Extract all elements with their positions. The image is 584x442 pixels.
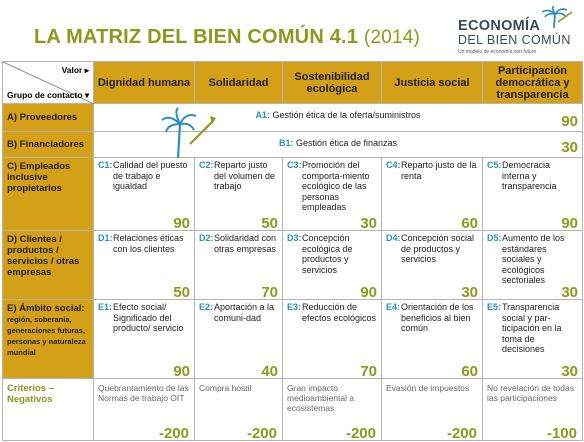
- points: 30: [561, 139, 578, 156]
- title-main: LA MATRIZ DEL BIEN COMÚN 4.1: [34, 26, 359, 48]
- criterion-cell: D1: Relaciones éticas con los clientes 50: [94, 231, 195, 300]
- logo-line1: ECONOMÍA: [458, 18, 541, 34]
- matrix-table: [2, 61, 583, 441]
- criterion-cell: D2: Solidaridad con otras empresas 70: [195, 231, 283, 300]
- page-title: [34, 26, 420, 49]
- points: 60: [461, 214, 478, 232]
- criterion-cell: C1: Calidad del puesto de trabajo e igualdad 90: [94, 158, 195, 231]
- points: 90: [561, 214, 578, 232]
- negative-cell: No revelación de todas las participaciones -100: [483, 379, 583, 441]
- criterion-cell: E5: Transparencia social y par-ticipación en la toma de decisiones 30: [483, 300, 583, 379]
- criterion-cell: D4: Concepción social de productos y servicios 30: [382, 231, 483, 300]
- row-header-sub: región, soberanía, generaciones futuras, personas y naturaleza mundial: [7, 315, 86, 357]
- title-year: (2014): [363, 27, 421, 48]
- value-header: Sostenibilidad ecológica: [283, 62, 382, 104]
- points: 50: [261, 214, 278, 232]
- criterion-cell: E3: Reducción de efectos ecológicos 70: [283, 300, 382, 379]
- points: -100: [546, 425, 577, 442]
- points: 70: [360, 362, 377, 380]
- corner-valor-label: Valor ▸: [61, 65, 89, 75]
- negative-cell: Compra hostil -200: [195, 379, 283, 441]
- points: -200: [345, 425, 376, 442]
- criterion-cell: D5: Aumento de los estándares sociales y ecológicos sectoriales 30: [483, 231, 583, 300]
- points: 90: [173, 362, 190, 380]
- points: 50: [173, 283, 190, 301]
- points: 30: [461, 283, 478, 301]
- criterion-cell: E4: Orientación de los beneficios al bien común 60: [382, 300, 483, 379]
- row-header: E) Ámbito social: región, soberanía, generaciones futuras, personas y naturaleza mundial: [3, 300, 94, 379]
- logo: [456, 6, 578, 56]
- row-negative: [3, 379, 583, 441]
- criterion-cell: E1: Efecto social/ Significado del producto/ servicio 90: [94, 300, 195, 379]
- criterion-cell: C3: Promoción del comporta-miento ecológico de las personas empleadas 30: [283, 158, 382, 231]
- row-header: D) Clientes / productos / servicios / otras empresas: [3, 231, 94, 300]
- points: 30: [561, 283, 578, 301]
- criterion-cell: E2: Aportación a la comuni-dad 40: [195, 300, 283, 379]
- negative-cell: Evasión de impuestos -200: [382, 379, 483, 441]
- criterion-cell: C2: Reparto justo del volumen de trabajo 50: [195, 158, 283, 231]
- corner-grupo-label: Grupo de contacto ▾: [7, 90, 90, 100]
- negative-cell: Quebrantamiento de las Normas de trabajo OIT -200: [94, 379, 195, 441]
- criterion-cell: C5: Democracia interna y transparencia 90: [483, 158, 583, 231]
- points: 90: [561, 113, 578, 130]
- row-a-criterion: A1: Gestión ética de la oferta/suministros: [255, 110, 421, 120]
- criterion-cell: D3: Concepción ecológica de productos y servicios 90: [283, 231, 382, 300]
- negative-cell: Gran impacto medioambiental a ecosistemas -200: [283, 379, 382, 441]
- value-header: Justicia social: [382, 62, 483, 104]
- corner-cell: [3, 62, 94, 104]
- logo-tagline: Un modelo de economía con futuro: [458, 49, 537, 55]
- row-header: C) Empleados inclusive propietarios: [3, 158, 94, 231]
- points: 90: [173, 214, 190, 232]
- value-header: Solidaridad: [195, 62, 283, 104]
- points: 60: [461, 362, 478, 380]
- points: -200: [246, 425, 277, 442]
- value-header: Dignidad humana: [94, 62, 195, 104]
- value-header: Participación democrática y transparencia: [483, 62, 583, 104]
- logo-line2: DEL BIEN COMÚN: [458, 33, 571, 47]
- row-header: Criterios – Negativos: [3, 379, 94, 441]
- row-b-criterion: B1: Gestión ética de finanzas: [278, 138, 398, 148]
- points: 70: [261, 283, 278, 301]
- row-b: [3, 132, 583, 158]
- points: -200: [158, 425, 189, 442]
- criterion-cell: C4: Reparto justo de la renta 60: [382, 158, 483, 231]
- points: 30: [360, 214, 377, 232]
- points: -200: [446, 425, 477, 442]
- row-d: [3, 231, 583, 300]
- row-a: [3, 104, 583, 132]
- points: 40: [261, 362, 278, 380]
- row-header: A) Proveedores: [3, 104, 94, 132]
- points: 90: [360, 283, 377, 301]
- row-c: [3, 158, 583, 231]
- palm-icon: [160, 106, 220, 158]
- row-e: [3, 300, 583, 379]
- row-header: B) Financiadores: [3, 132, 94, 158]
- header-row: [3, 62, 583, 104]
- points: 30: [561, 362, 578, 380]
